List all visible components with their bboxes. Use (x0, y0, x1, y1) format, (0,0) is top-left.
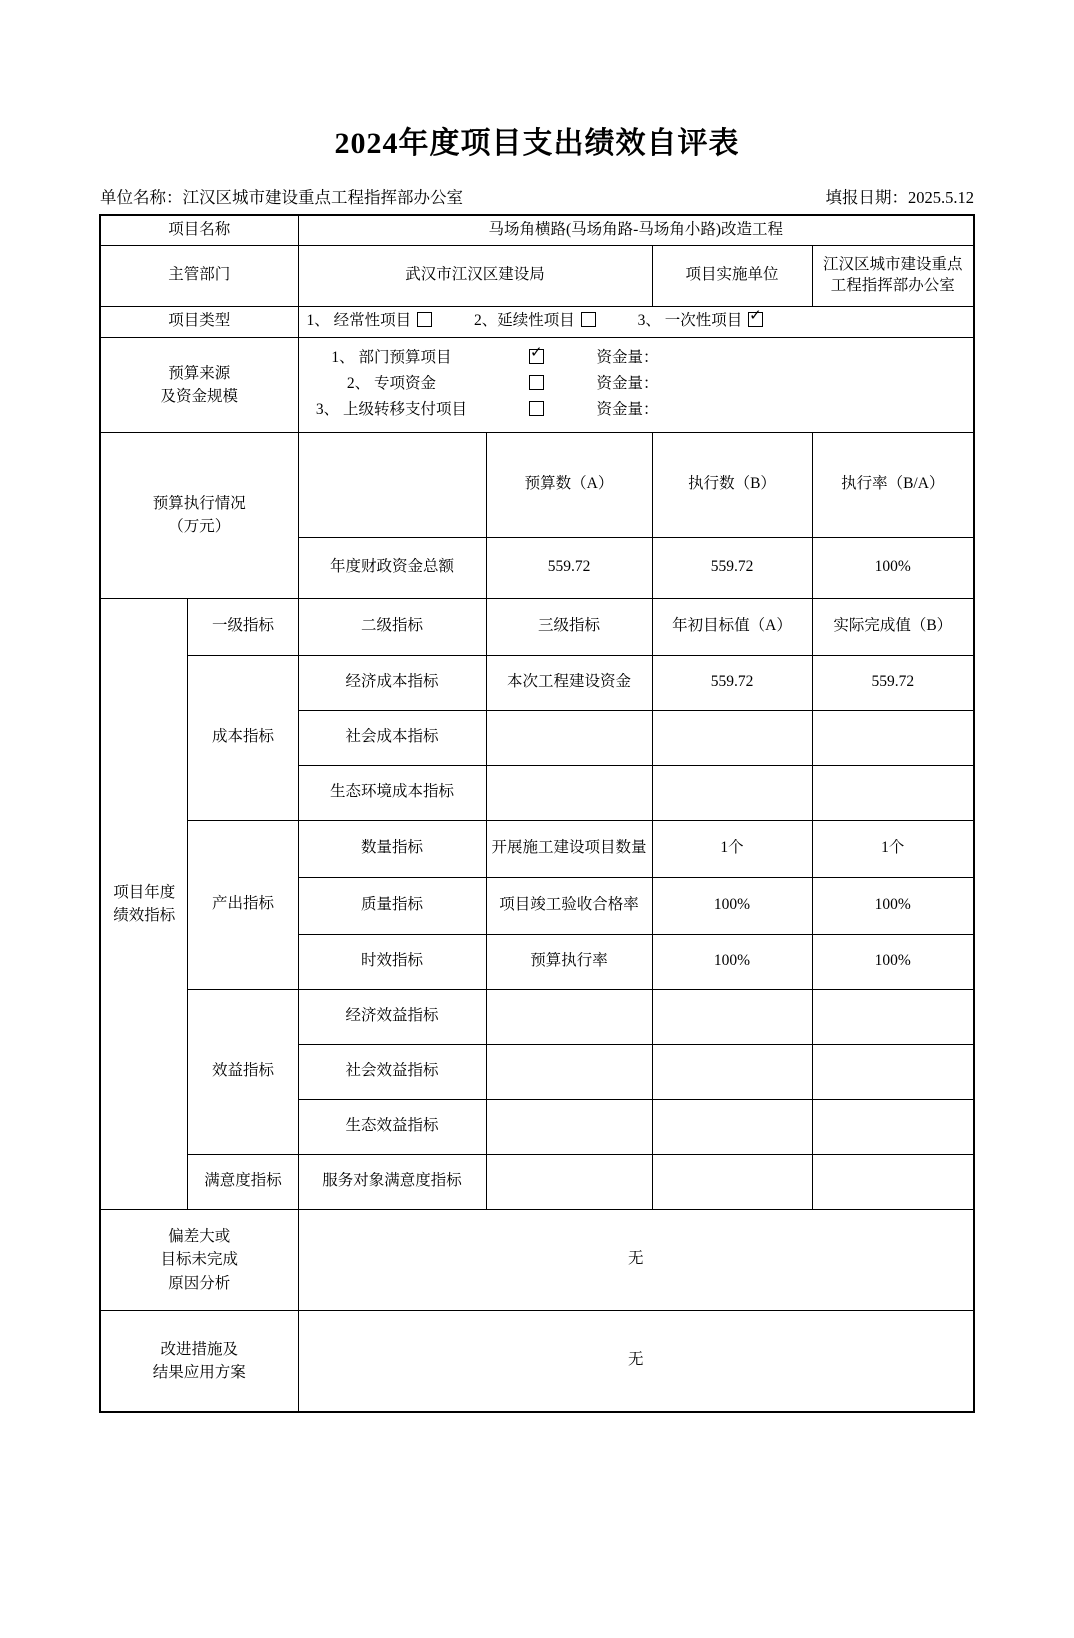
indicator-actual: 100% (812, 934, 974, 989)
indicator-target: 100% (652, 934, 812, 989)
indicator-target (652, 1154, 812, 1209)
indicator-level2: 社会效益指标 (298, 1044, 486, 1099)
indicator-level3 (486, 1044, 652, 1099)
budget-source-label-line2: 及资金规模 (160, 387, 238, 405)
report-date-label: 填报日期： (825, 188, 908, 207)
budget-source-3-label: 3、 上级转移支付项目 (315, 401, 468, 419)
indicator-level3 (486, 710, 652, 765)
indicator-level3 (486, 989, 652, 1044)
unit-name-label: 单位名称： (100, 188, 183, 207)
indicator-actual: 100% (812, 877, 974, 934)
deviation-label-line2: 目标未完成 (160, 1251, 238, 1269)
indicator-level3: 项目竣工验收合格率 (486, 877, 652, 934)
indicator-level2: 生态效益指标 (298, 1099, 486, 1154)
budget-source-1-amount-label: 资金量： (596, 349, 659, 367)
indicator-level3: 本次工程建设资金 (486, 655, 652, 710)
budget-exec-row-budget: 559.72 (486, 537, 652, 598)
budget-source-2-amount-label: 资金量： (596, 375, 659, 393)
indicator-actual (812, 1099, 974, 1154)
budget-exec-row-name: 年度财政资金总额 (298, 537, 486, 598)
budget-source-2-checkbox-wrap[interactable] (477, 374, 597, 395)
page-title: 2024年度项目支出绩效自评表 (334, 127, 740, 160)
indicator-target (652, 1044, 812, 1099)
project-type-label: 项目类型 (100, 306, 298, 337)
authority-label: 主管部门 (100, 245, 298, 306)
table-row-authority (100, 245, 974, 306)
table-row-budget-exec-header (100, 432, 974, 537)
improvement-label-line2: 结果应用方案 (152, 1363, 246, 1381)
budget-exec-label-line2: （万元） (168, 518, 231, 536)
indicator-actual (812, 765, 974, 820)
budget-source-3-amount-label: 资金量： (596, 401, 659, 419)
meta-row (100, 184, 974, 208)
indicator-header-level2: 二级指标 (298, 598, 486, 655)
deviation-label (100, 1209, 298, 1310)
project-type-option-2[interactable] (474, 311, 598, 332)
project-type-option-1-label: 1、 经常性项目 (306, 312, 412, 330)
deviation-label-line3: 原因分析 (168, 1274, 231, 1292)
table-row-budget-source (100, 337, 974, 432)
indicator-actual: 1个 (812, 820, 974, 877)
performance-side-label-line1: 项目年度 (113, 883, 176, 901)
indicator-target: 100% (652, 877, 812, 934)
report-date-value: 2025.5.12 (908, 188, 974, 207)
indicator-level2: 服务对象满意度指标 (298, 1154, 486, 1209)
indicator-target (652, 765, 812, 820)
indicator-actual (812, 1154, 974, 1209)
project-type-option-3[interactable] (638, 311, 766, 332)
indicator-target (652, 1099, 812, 1154)
project-type-option-2-label: 2、延续性项目 (474, 312, 575, 330)
implementer-value: 江汉区城市建设重点工程指挥部办公室 (812, 245, 974, 306)
indicator-level2: 经济成本指标 (298, 655, 486, 710)
budget-source-row-1 (307, 346, 974, 372)
performance-side-label (100, 598, 188, 1209)
indicator-actual: 559.72 (812, 655, 974, 710)
project-type-option-3-checkbox[interactable] (748, 312, 763, 327)
budget-source-1-checkbox[interactable] (529, 349, 544, 364)
budget-exec-col-rate: 执行率（B/A） (812, 432, 974, 537)
budget-exec-col-blank (298, 432, 486, 537)
budget-exec-label-line1: 预算执行情况 (152, 495, 246, 513)
table-row-improvement (100, 1310, 974, 1412)
budget-source-2-checkbox[interactable] (529, 375, 544, 390)
budget-source-row-3 (307, 398, 974, 424)
indicator-level3 (486, 765, 652, 820)
indicator-level2: 数量指标 (298, 820, 486, 877)
table-row (100, 1154, 974, 1209)
indicator-actual (812, 710, 974, 765)
indicator-level2: 生态环境成本指标 (298, 765, 486, 820)
budget-exec-label (100, 432, 298, 598)
page (0, 118, 1074, 1638)
budget-source-1-label: 1、 部门预算项目 (331, 349, 452, 367)
deviation-value: 无 (298, 1209, 974, 1310)
improvement-value: 无 (298, 1310, 974, 1412)
improvement-label (100, 1310, 298, 1412)
budget-source-1-checkbox-wrap[interactable] (477, 348, 597, 369)
indicator-level2: 质量指标 (298, 877, 486, 934)
indicator-level1-output: 产出指标 (188, 820, 298, 989)
table-row-project-type (100, 306, 974, 337)
project-type-options (298, 306, 974, 337)
indicator-level3: 开展施工建设项目数量 (486, 820, 652, 877)
indicator-actual (812, 989, 974, 1044)
table-row-deviation (100, 1209, 974, 1310)
budget-source-2-label: 2、 专项资金 (346, 375, 437, 393)
performance-self-evaluation-table (99, 214, 975, 1413)
table-row (100, 820, 974, 877)
project-type-option-1[interactable] (307, 311, 435, 332)
indicator-header-actual: 实际完成值（B） (812, 598, 974, 655)
indicator-level1-benefit: 效益指标 (188, 989, 298, 1154)
indicator-level1-satisfaction: 满意度指标 (188, 1154, 298, 1209)
authority-value: 武汉市江汉区建设局 (298, 245, 652, 306)
indicator-level2: 社会成本指标 (298, 710, 486, 765)
table-row (100, 989, 974, 1044)
project-type-option-1-checkbox[interactable] (417, 312, 432, 327)
indicator-level3 (486, 1154, 652, 1209)
performance-side-label-line2: 绩效指标 (113, 906, 176, 924)
project-type-option-2-checkbox[interactable] (581, 312, 596, 327)
budget-exec-row-rate: 100% (812, 537, 974, 598)
indicator-level3 (486, 1099, 652, 1154)
project-name-value: 马场角横路(马场角路-马场角小路)改造工程 (298, 215, 974, 245)
budget-source-row-2 (307, 372, 974, 398)
indicator-header-level1: 一级指标 (188, 598, 298, 655)
indicator-target (652, 989, 812, 1044)
budget-exec-row-actual: 559.72 (652, 537, 812, 598)
report-date-field (826, 184, 975, 208)
budget-exec-col-budget: 预算数（A） (486, 432, 652, 537)
unit-name-value: 江汉区城市建设重点工程指挥部办公室 (182, 188, 463, 207)
indicator-target: 559.72 (652, 655, 812, 710)
budget-source-options (298, 337, 974, 432)
budget-exec-col-actual: 执行数（B） (652, 432, 812, 537)
project-type-option-3-label: 3、 一次性项目 (637, 312, 743, 330)
table-row-project-name (100, 215, 974, 245)
improvement-label-line1: 改进措施及 (160, 1340, 238, 1358)
indicator-level1-cost: 成本指标 (188, 655, 298, 820)
indicator-header-level3: 三级指标 (486, 598, 652, 655)
table-row (100, 655, 974, 710)
indicator-level2: 经济效益指标 (298, 989, 486, 1044)
budget-source-3-checkbox-wrap[interactable] (477, 400, 597, 421)
indicator-target (652, 710, 812, 765)
deviation-label-line1: 偏差大或 (168, 1228, 231, 1246)
project-name-label: 项目名称 (100, 215, 298, 245)
indicator-level3: 预算执行率 (486, 934, 652, 989)
indicator-actual (812, 1044, 974, 1099)
table-row-indicator-header (100, 598, 974, 655)
budget-source-label (100, 337, 298, 432)
budget-source-label-line1: 预算来源 (168, 364, 231, 382)
indicator-header-target: 年初目标值（A） (652, 598, 812, 655)
implementer-label: 项目实施单位 (652, 245, 812, 306)
indicator-level2: 时效指标 (298, 934, 486, 989)
unit-name-field (100, 184, 463, 208)
indicator-target: 1个 (652, 820, 812, 877)
budget-source-3-checkbox[interactable] (529, 401, 544, 416)
